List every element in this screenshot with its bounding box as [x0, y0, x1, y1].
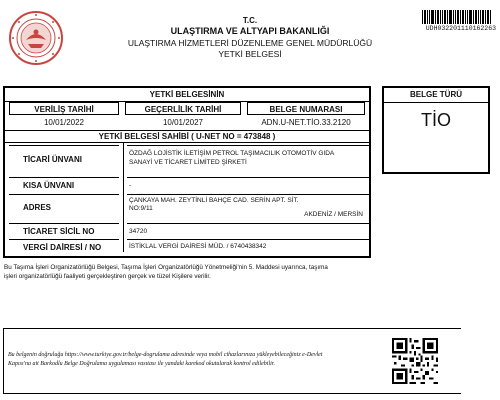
address-line2: NO:9/11 — [129, 205, 153, 212]
address-label: ADRES — [23, 203, 52, 212]
registry-label-cell — [9, 223, 119, 237]
issue-date-label: VERİLİŞ TARİHİ — [9, 102, 119, 115]
trade-name-line1: ÖZDAĞ LOJİSTİK İLETİŞİM PETROL TAŞIMACILIK OTOMOTİV GIDA — [129, 150, 335, 157]
document-number-label: BELGE NUMARASI — [247, 102, 365, 115]
qr-code-icon — [392, 338, 438, 384]
address-district: AKDENİZ / MERSİN — [304, 211, 363, 218]
document-type-box — [382, 86, 490, 174]
issue-date-value: 10/01/2022 — [43, 118, 85, 127]
trade-name-label-cell — [9, 145, 119, 173]
validity-date-value: 10/01/2027 — [162, 118, 204, 127]
tax-value: İSTİKLAL VERGİ DAİRESİ MÜD. / 6740438342 — [129, 243, 267, 250]
permit-holder-heading: YETKİ BELGESİ SAHİBİ ( U-NET NO = 473848 ) — [5, 130, 369, 143]
verification-line1: Bu belgenin doğruluğu https://www.turkiye.gov.tr/belge-dogrulama adresinde veya mobil cihazlarınıza yükleyebileceğiniz e-Devlet — [8, 352, 323, 358]
document-number-value: ADN.U-NET.TİO.33.2120 — [261, 118, 351, 127]
header-document-title: YETKİ BELGESİ — [218, 49, 282, 59]
header-ministry: ULAŞTIRMA VE ALTYAPI BAKANLIĞI — [170, 26, 330, 36]
header-republic: T.C. — [242, 16, 258, 25]
barcode-number: UDH032201110162263 — [425, 25, 496, 32]
address-line1: ÇANKAYA MAH. ZEYTİNLİ BAHÇE CAD. SERİN APT. SİT. — [129, 197, 299, 204]
verification-line2: Kapısı'na ait Barkodlu Belge Doğrulama uygulaması vasıtası ile yandaki karekod okutularak kontrol edilebilir. — [8, 360, 275, 367]
short-name-value: - — [129, 182, 132, 189]
address-label-cell — [9, 194, 119, 220]
validity-date-label: GEÇERLİLİK TARİHİ — [125, 102, 241, 115]
tax-label: VERGİ DAİRESİ / NO — [23, 243, 102, 252]
document-type-label: BELGE TÜRÜ — [384, 88, 488, 103]
document-type-value: TİO — [421, 110, 451, 130]
short-name-label: KISA ÜNVANI — [23, 181, 75, 190]
trade-name-line2: SANAYİ VE TİCARET LİMİTED ŞİRKETİ — [129, 159, 247, 166]
ministry-seal-icon — [8, 10, 64, 66]
legal-note — [4, 263, 484, 281]
legal-note-line1: Bu Taşıma İşleri Organizatörlüğü Belgesi, Taşıma İşleri Organizatörlüğü Yönetmeliği'nin 5. Maddesi uyarınca, taşıma — [4, 264, 328, 271]
header-directorate: ULAŞTIRMA HİZMETLERİ DÜZENLEME GENEL MÜDÜRLÜĞÜ — [127, 38, 373, 48]
trade-name-label: TİCARİ ÜNVANI — [23, 155, 82, 164]
legal-note-line2: işleri organizatörlüğü faaliyeti gerçekleştiren gerçek ve tüzel Kişilere verilir. — [4, 273, 211, 280]
registry-value: 34720 — [129, 228, 148, 235]
short-name-label-cell — [9, 177, 119, 191]
verification-text — [8, 351, 388, 368]
registry-label: TİCARET SİCİL NO — [23, 227, 95, 236]
barcode-icon — [422, 10, 492, 24]
permit-table — [3, 86, 371, 258]
tax-label-cell — [9, 239, 119, 253]
column-divider — [123, 143, 124, 252]
permit-table-title: YETKİ BELGESİNİN — [5, 88, 369, 102]
